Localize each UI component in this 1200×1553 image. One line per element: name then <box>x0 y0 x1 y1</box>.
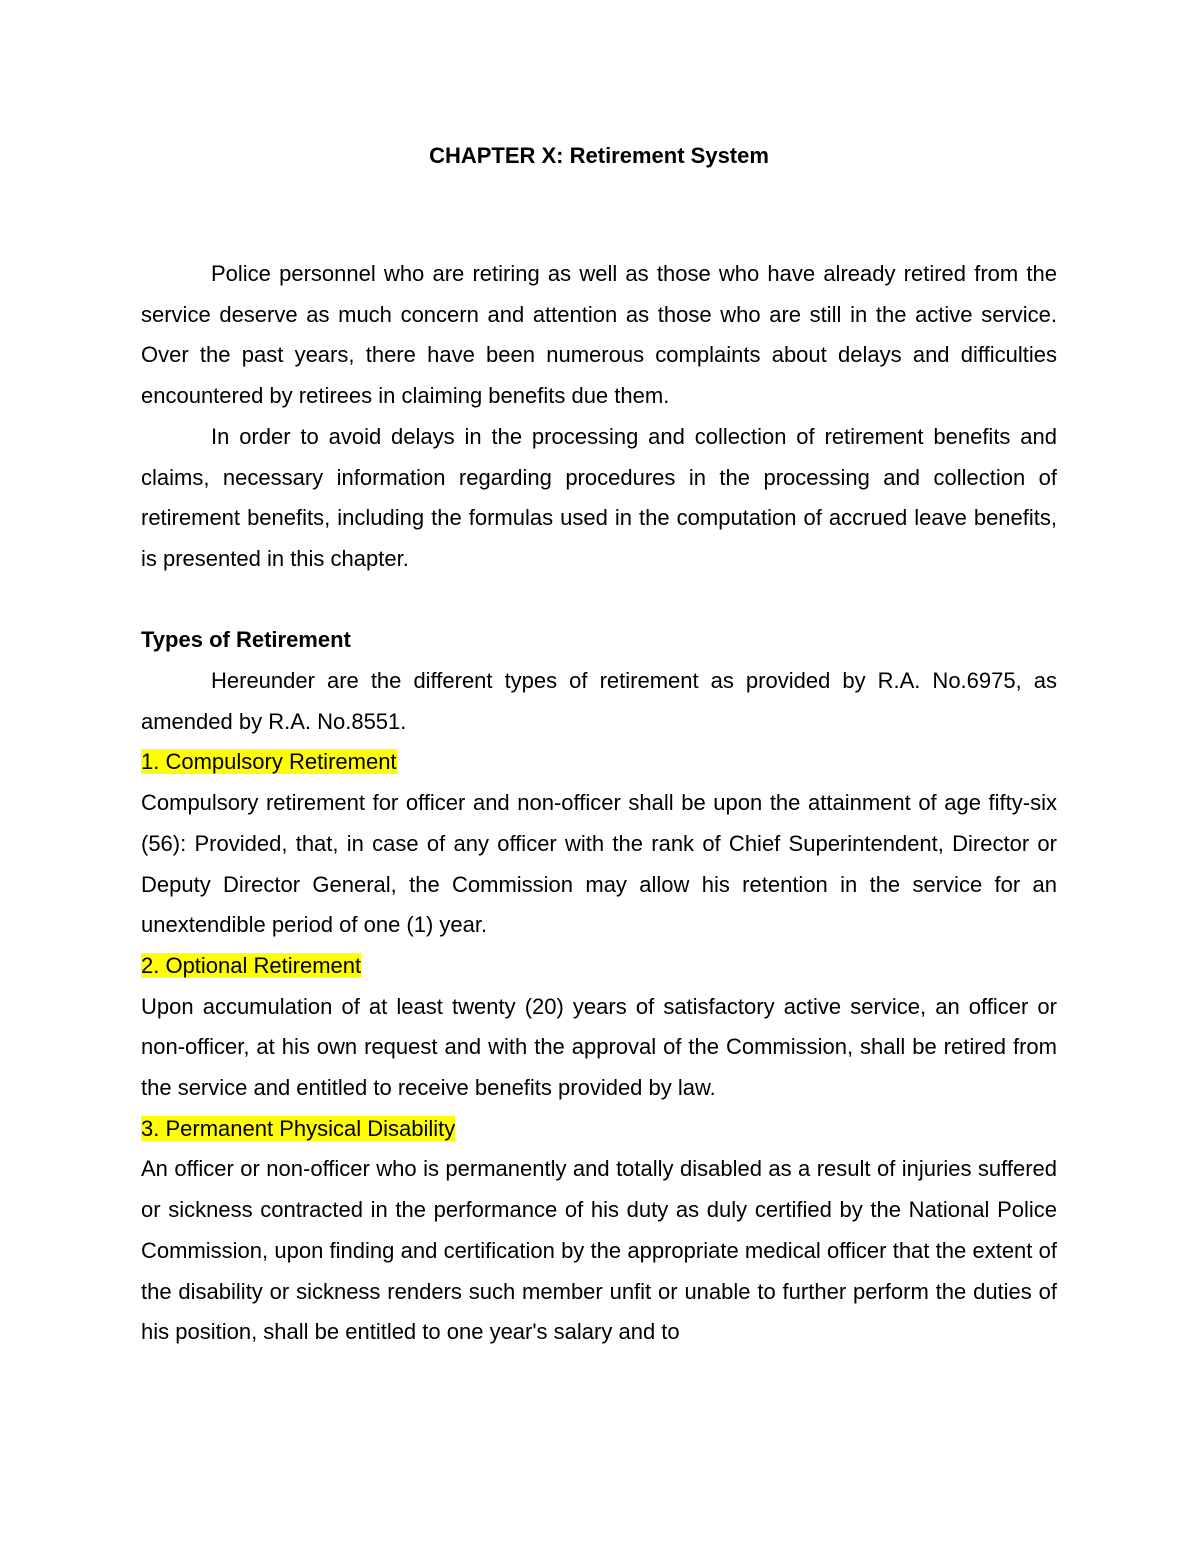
chapter-title: CHAPTER X: Retirement System <box>429 143 769 168</box>
section-heading: Types of Retirement <box>141 627 351 653</box>
document-body <box>141 254 1057 1353</box>
document-page <box>141 0 1057 1553</box>
intro-paragraph: Police personnel who are retiring as well as those who have already retired from the service deserve as much concern and attention as those who are still in the active service. Over the past years, there have been numerous complaints about delays and difficulties encountered by retirees in claiming benefits due them. <box>141 261 1057 409</box>
paragraph-spacer <box>141 580 1057 621</box>
retirement-type-heading <box>141 946 1057 987</box>
section-intro: Hereunder are the different types of retirement as provided by R.A. No.6975, as amended by R.A. No.8551. <box>141 668 1057 734</box>
retirement-type-heading <box>141 742 1057 783</box>
retirement-type-heading <box>141 1109 1057 1150</box>
retirement-type-text: An officer or non-officer who is permanently and totally disabled as a result of injuries suffered or sickness contracted in the performance of his duty as duly certified by the National Police Commission, upon finding and certification by the appropriate medical officer that the extent of the disability or sickness renders such member unfit or unable to further perform the duties of his position, shall be entitled to one year's salary and to <box>141 1156 1057 1345</box>
highlighted-heading: 2. Optional Retirement <box>141 952 362 978</box>
retirement-type-text: Upon accumulation of at least twenty (20) years of satisfactory active service, an officer or non-officer, at his own request and with the approval of the Commission, shall be retired from the service and entitled to receive benefits provided by law. <box>141 993 1057 1101</box>
intro-paragraph: In order to avoid delays in the processing and collection of retirement benefits and claims, necessary information regarding procedures in the processing and collection of retirement benefits, including the formulas used in the computation of accrued leave benefits, is presented in this chapter. <box>141 423 1057 571</box>
retirement-type-text: Compulsory retirement for officer and non-officer shall be upon the attainment of age fifty-six (56): Provided, that, in case of any officer with the rank of Chief Superintendent, Director or Deputy Director General, the Commission may allow his retention in the service for an unextendible period of one (1) year. <box>141 790 1057 938</box>
highlighted-heading: 3. Permanent Physical Disability <box>141 1115 456 1141</box>
highlighted-heading: 1. Compulsory Retirement <box>141 749 397 775</box>
